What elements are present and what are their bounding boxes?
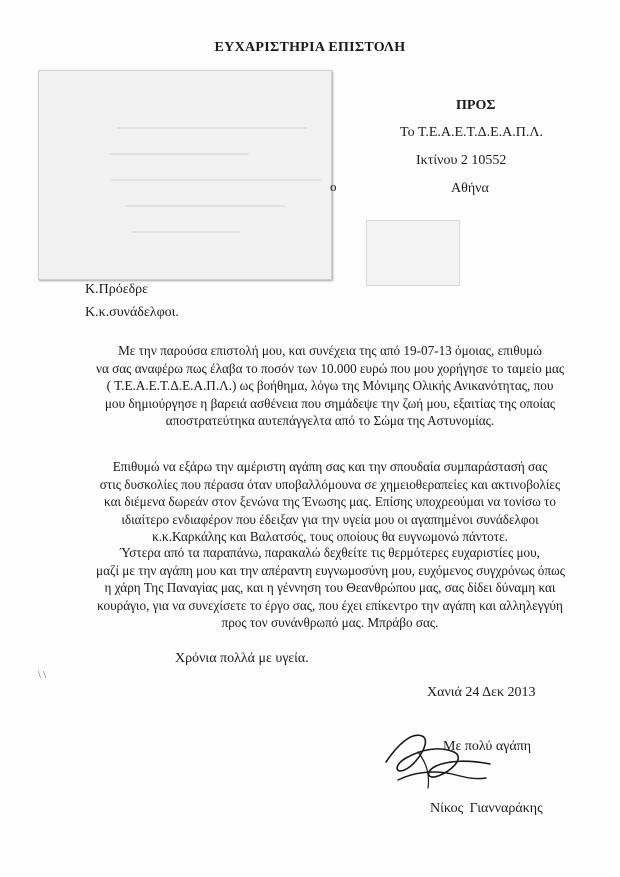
paragraph-line: να σας αναφέρω πως έλαβα το ποσόν των 10.000 ευρώ που μου χορήγησε το ταμείο μας xyxy=(96,360,565,376)
to-label: ΠΡΟΣ xyxy=(456,98,496,113)
salutation-colleagues: Κ.κ.συνάδελφοι. xyxy=(85,305,179,320)
paragraph-line: μου δημιούργησε η βαρειά ασθένεια που σημάδεψε την ζωή μου, εξαιτίας της οποίας xyxy=(104,395,556,411)
redacted-sender-block xyxy=(38,70,332,280)
paragraph-line: προς τον συνάνθρωπό μας. Μπράβο σας. xyxy=(221,615,439,630)
handwritten-signature xyxy=(378,722,498,794)
recipient-address: Ικτίνου 2 10552 xyxy=(416,153,507,168)
paragraph-line: μαζί με την αγάπη μου και την απέραντη ευγνωμοσύνη μου, ευχόμενος συγχρόνως όπως xyxy=(96,562,565,578)
paragraph-line: κουράγιο, για να συνεχίσετε το έργο σας, που έχει επίκεντρο την αγάπη και αλληλεγγύη xyxy=(97,597,563,613)
recipient-name: Το Τ.Ε.Α.Ε.Τ.Δ.Ε.Α.Π.Λ. xyxy=(400,125,544,140)
redacted-stamp xyxy=(366,220,460,286)
closing-with-love: Με πολύ αγάπη xyxy=(443,739,532,754)
paragraph-line: Με την παρούσα επιστολή μου, και συνέχεια της από 19-07-13 όμοιας, επιθυμώ xyxy=(118,343,542,358)
ghost-line xyxy=(125,205,285,207)
paragraph-line: αποστρατεύτηκα αυτεπάγγελτα από το Σώμα της Αστυνομίας. xyxy=(165,413,495,428)
closing-wish: Χρόνια πολλά με υγεία. xyxy=(175,651,309,666)
paragraph-line: κ.κ.Καρκάλης και Βαλατσός, τους οποίους θα ευγνωμονώ πάντοτε. xyxy=(152,529,508,544)
paragraph-line: στις δυσκολίες που πέρασα όταν υποβαλλόμουνα σε χημειοθεραπείες και ακτινοβολίες xyxy=(99,476,561,492)
paragraph-line: ( Τ.Ε.Α.Ε.Τ.Δ.Ε.Α.Π.Λ.) ως βοήθημα, λόγω της Μόνιμης Ολικής Ανικανότητας, που xyxy=(106,378,554,393)
recipient-city: Αθήνα xyxy=(451,181,489,196)
place-date: Χανιά 24 Δεκ 2013 xyxy=(427,685,536,700)
ghost-line xyxy=(111,179,321,181)
paragraph-line: Ύστερα από τα παραπάνω, παρακαλώ δεχθείτε τις θερμότερες ευχαριστίες μου, xyxy=(120,545,540,560)
paragraph-line: και διέμενα δωρεάν στον ξενώνα της Ένωσης μας. Επίσης υποχρεούμαι να τονίσω το xyxy=(104,494,556,509)
salutation-president: Κ.Πρόεδρε xyxy=(85,282,149,297)
stray-mark: ο xyxy=(330,179,337,194)
paragraph-1 xyxy=(96,342,564,430)
scan-specks: \ \ xyxy=(38,670,47,681)
paragraph-line: ιδιαίτερο ενδιαφέρον που έδειξαν για την υγεία μου οι αγαπημένοι συνάδελφοι xyxy=(121,511,539,527)
ghost-line xyxy=(117,127,307,129)
letter-title: ΕΥΧΑΡΙΣΤΗΡΙΑ ΕΠΙΣΤΟΛΗ xyxy=(214,40,406,55)
paragraph-3 xyxy=(96,544,564,632)
ghost-line xyxy=(131,231,241,233)
paragraph-line: Επιθυμώ να εξάρω την αμέριστη αγάπη σας και την σπουδαία συμπαράστασή σας xyxy=(112,459,548,474)
ghost-line xyxy=(109,153,249,155)
paragraph-2 xyxy=(96,458,564,546)
paragraph-line: η χάρη Της Παναγίας μας, και η γέννηση του Θεανθρώπου μας, σας δίδει δύναμη και xyxy=(104,580,556,595)
signatory-name: Νίκος Γιανναράκης xyxy=(430,801,543,816)
